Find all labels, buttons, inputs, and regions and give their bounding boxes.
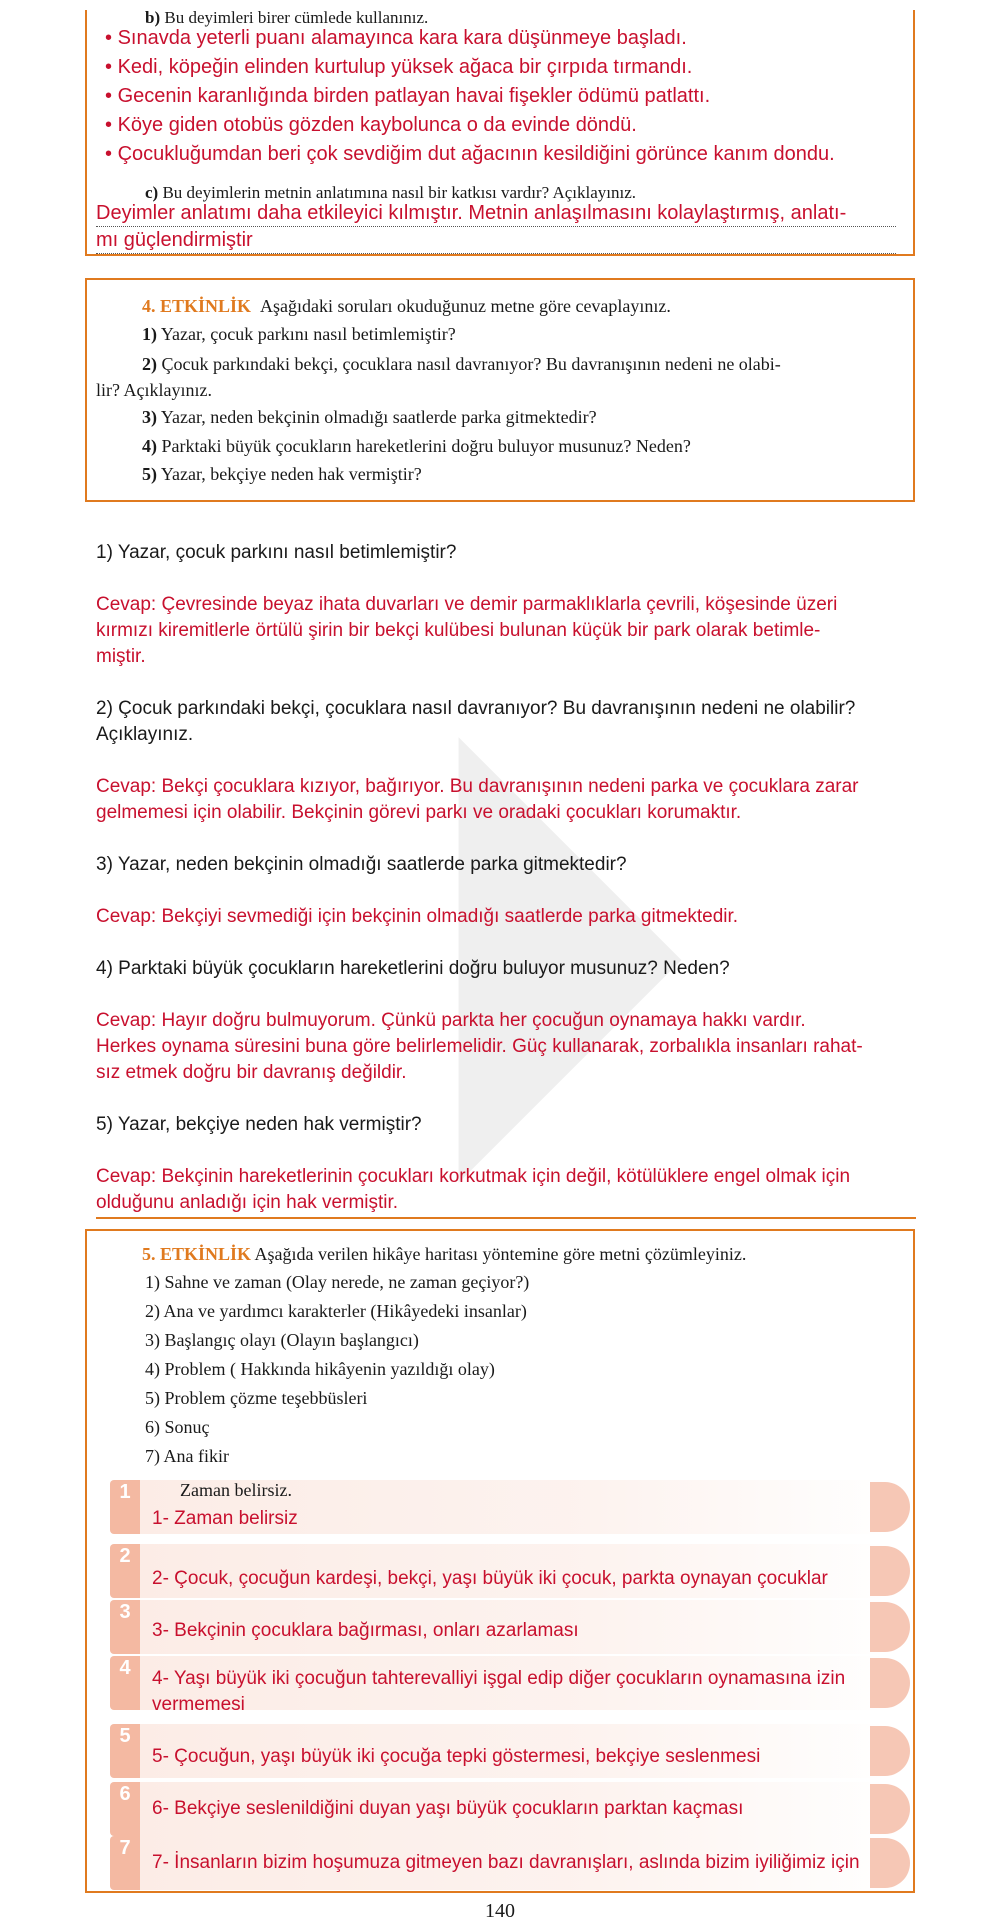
list-item: 4) Problem ( Hakkında hikâyenin yazıldığı olay) [145, 1359, 495, 1379]
activity-4-question: 3) Yazar, neden bekçinin olmadığı saatlerde parka gitmektedir? [142, 407, 597, 427]
answer-line: mı güçlendirmiştir [96, 229, 253, 251]
list-item: 3) Başlangıç olayı (Olayın başlangıcı) [145, 1330, 419, 1350]
section-c-answer [96, 200, 896, 254]
answer-block-3 [96, 852, 916, 878]
dotted-rule [96, 253, 896, 254]
question-text: 1) Yazar, çocuk parkını nasıl betimlemiştir? [96, 542, 457, 563]
map-answer: 3- Bekçinin çocuklara bağırması, onları azarlaması [152, 1620, 579, 1641]
answer-line: Herkes oynama süresini buna göre belirlemelidir. Güç kullanarak, zorbalıkla insanları rahat- [96, 1036, 863, 1057]
story-map-criteria-list [145, 1268, 529, 1471]
map-printed-text: Zaman belirsiz. [180, 1480, 292, 1500]
map-row-number: 5 [110, 1724, 140, 1778]
list-item: 5) Problem çözme teşebbüsleri [145, 1388, 368, 1408]
question-text: 2) Çocuk parkındaki bekçi, çocuklara nasıl davranıyor? Bu davranışının nedeni ne olabilir? [96, 698, 856, 719]
map-answer: 5- Çocuğun, yaşı büyük iki çocuğa tepki göstermesi, bekçiye seslenmesi [152, 1746, 761, 1767]
answer-line: 4- Yaşı büyük iki çocuğun tahterevalliyi işgal edip diğer çocukların oynamasına izin [152, 1668, 846, 1689]
activity-5-instruction: Aşağıda verilen hikâye haritası yöntemine göre metni çözümleyiniz. [254, 1244, 747, 1264]
answer-block-3-answer [96, 904, 916, 930]
list-item: • Kedi, köpeğin elinden kurtulup yüksek ağaca bir çırpıda tırmandı. [105, 53, 835, 82]
list-item: • Çocukluğumdan beri çok sevdiğim dut ağacının kesildiğini görünce kanım dondu. [105, 140, 835, 169]
activity-5-title: 5. ETKİNLİK [142, 1244, 252, 1264]
list-item: 1) Sahne ve zaman (Olay nerede, ne zaman geçiyor?) [145, 1272, 530, 1292]
map-answer: 6- Bekçiye seslenildiğini duyan yaşı büyük çocukların parktan kaçması [152, 1798, 744, 1819]
answer-block-5-answer [96, 1164, 916, 1216]
question-text: 5) Yazar, bekçiye neden hak vermiştir? [96, 1114, 422, 1135]
answer-block-1 [96, 540, 916, 566]
list-item: • Gecenin karanlığında birden patlayan havai fişekler ödümü patlattı. [105, 82, 835, 111]
answer-line: Cevap: Hayır doğru bulmuyorum. Çünkü parkta her çocuğun oynamaya hakkı vardır. [96, 1010, 806, 1031]
list-item: • Köye giden otobüs gözden kaybolunca o da evinde döndü. [105, 111, 835, 140]
map-row-number: 4 [110, 1656, 140, 1710]
story-map-row-1 [110, 1480, 910, 1534]
map-answer [152, 1666, 897, 1718]
list-item: • Sınavda yeterli puanı alamayınca kara kara düşünmeye başladı. [105, 24, 835, 53]
list-item: 2) Ana ve yardımcı karakterler (Hikâyedeki insanlar) [145, 1301, 527, 1321]
answer-line: olduğunu anladığı için hak vermiştir. [96, 1192, 399, 1213]
map-row-number: 1 [110, 1480, 140, 1534]
activity-4-heading [142, 294, 671, 318]
answer-block-2-answer [96, 774, 916, 826]
dotted-rule [96, 226, 896, 227]
activity-4-question: 4) Parktaki büyük çocukların hareketlerini doğru buluyor musunuz? Neden? [142, 436, 691, 456]
answer-line: vermemesi [152, 1694, 245, 1715]
activity-4-question: 1) Yazar, çocuk parkını nasıl betimlemiştir? [142, 324, 456, 344]
activity-4-question: 2) Çocuk parkındaki bekçi, çocuklara nasıl davranıyor? Bu davranışının nedeni ne olabi- [142, 354, 781, 374]
map-row-number: 7 [110, 1836, 140, 1890]
answer-line: Cevap: Bekçinin hareketlerinin çocukları korkutmak için değil, kötülüklere engel olmak için [96, 1166, 851, 1187]
answer-line: kırmızı kiremitlerle örtülü şirin bir bekçi kulübesi bulunan küçük bir park olarak betimle- [96, 620, 821, 641]
question-text: 3) Yazar, neden bekçinin olmadığı saatlerde parka gitmektedir? [96, 854, 627, 875]
list-item: 6) Sonuç [145, 1417, 210, 1437]
map-answer: 1- Zaman belirsiz [152, 1508, 298, 1529]
page-number: 140 [485, 1900, 515, 1922]
activity-4-question: 5) Yazar, bekçiye neden hak vermiştir? [142, 464, 422, 484]
answer-line: gelmemesi için olabilir. Bekçinin görevi parkı ve oradaki çocukları korumaktır. [96, 802, 742, 823]
story-map-row-7 [110, 1836, 910, 1890]
question-text: 4) Parktaki büyük çocukların hareketlerini doğru buluyor musunuz? Neden? [96, 958, 730, 979]
question-text: Açıklayınız. [96, 724, 194, 745]
activity-4-title: 4. ETKİNLİK [142, 296, 252, 316]
activity-4-question-cont: lir? Açıklayınız. [96, 380, 212, 400]
map-row-number: 2 [110, 1544, 140, 1598]
answer-line: Deyimler anlatımı daha etkileyici kılmıştır. Metnin anlaşılmasını kolaylaştırmış, anlatı- [96, 202, 847, 224]
answer-block-2 [96, 696, 916, 748]
map-row-number: 3 [110, 1600, 140, 1654]
answer-line: Cevap: Çevresinde beyaz ihata duvarları ve demir parmaklıklarla çevrili, köşesinde üzeri [96, 594, 838, 615]
map-answer: 7- İnsanların bizim hoşumuza gitmeyen bazı davranışları, aslında bizim iyiliğimiz için [152, 1852, 860, 1873]
answer-line: Cevap: Bekçi çocuklara kızıyor, bağırıyor. Bu davranışının nedeni parka ve çocuklara zarar [96, 776, 859, 797]
section-c-heading: c) Bu deyimlerin metnin anlatımına nasıl bir katkısı vardır? Açıklayınız. [145, 183, 636, 202]
answer-block-5 [96, 1112, 916, 1138]
section-b-heading: b) Bu deyimleri birer cümlede kullanınız. [145, 8, 429, 27]
answer-block-4 [96, 956, 916, 982]
activity-4-instruction: Aşağıdaki soruları okuduğunuz metne göre cevaplayınız. [260, 296, 671, 316]
story-map-row-5 [110, 1724, 910, 1778]
list-item: 7) Ana fikir [145, 1446, 229, 1466]
idiom-sentences-list [105, 24, 835, 169]
answer-block-1-answer [96, 592, 916, 670]
answer-line: sız etmek doğru bir davranış değildir. [96, 1062, 407, 1083]
story-map-row-2 [110, 1544, 910, 1598]
answer-block-4-answer [96, 1008, 916, 1086]
map-row-number: 6 [110, 1782, 140, 1836]
story-map-row-4 [110, 1656, 910, 1715]
divider [96, 1217, 916, 1219]
story-map-row-3 [110, 1600, 910, 1654]
answer-line: miştir. [96, 646, 146, 667]
activity-5-heading [142, 1242, 746, 1266]
map-answer: 2- Çocuk, çocuğun kardeşi, bekçi, yaşı büyük iki çocuk, parkta oynayan çocuklar [152, 1568, 828, 1589]
story-map-row-6 [110, 1782, 910, 1836]
answer-line: Cevap: Bekçiyi sevmediği için bekçinin olmadığı saatlerde parka gitmektedir. [96, 906, 739, 927]
